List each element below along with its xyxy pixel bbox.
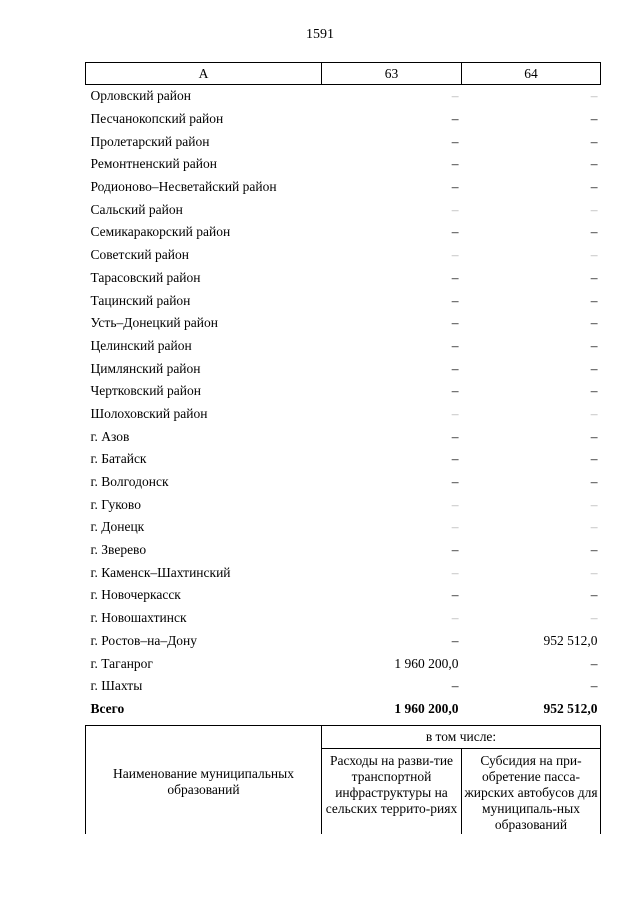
row-value-63: 1 960 200,0 bbox=[394, 655, 459, 671]
row-name: Сальский район bbox=[90, 201, 183, 217]
row-value-64: – bbox=[590, 111, 598, 127]
row-value-64: – bbox=[590, 292, 598, 308]
row-name: г. Азов bbox=[90, 428, 130, 444]
row-name: г. Каменск–Шахтинский bbox=[90, 564, 231, 580]
row-name: Орловский район bbox=[90, 88, 191, 104]
row-value-63: – bbox=[451, 405, 459, 421]
row-value-64: – bbox=[590, 360, 598, 376]
table-row bbox=[86, 584, 601, 607]
row-value-63: – bbox=[451, 383, 459, 399]
table-body bbox=[86, 85, 601, 721]
row-name: г. Волгодонск bbox=[90, 474, 169, 490]
row-value-63: – bbox=[451, 247, 459, 263]
row-value-64: – bbox=[590, 405, 598, 421]
row-name: Шолоховский район bbox=[90, 405, 208, 421]
row-value-63: – bbox=[451, 610, 459, 626]
table-row bbox=[86, 176, 601, 199]
table-row bbox=[86, 561, 601, 584]
row-value-63: – bbox=[451, 496, 459, 512]
row-name: г. Новошахтинск bbox=[90, 610, 187, 626]
row-value-63: – bbox=[451, 678, 459, 694]
row-value-63: – bbox=[451, 315, 459, 331]
row-value-63: – bbox=[451, 269, 459, 285]
table-row bbox=[86, 108, 601, 131]
row-name: Песчанокопский район bbox=[90, 111, 224, 127]
table-row bbox=[86, 539, 601, 562]
row-name: Чертковский район bbox=[90, 383, 201, 399]
row-value-64: – bbox=[590, 587, 598, 603]
row-value-63: – bbox=[451, 88, 459, 104]
header-municipality-name: Наименование муниципальных образований bbox=[86, 726, 322, 838]
row-value-63: – bbox=[451, 179, 459, 195]
row-value-63: – bbox=[451, 156, 459, 172]
row-value-64: – bbox=[590, 156, 598, 172]
row-value-64: – bbox=[590, 201, 598, 217]
table-row bbox=[86, 198, 601, 221]
row-value-64: – bbox=[590, 542, 598, 558]
row-value-64: – bbox=[590, 224, 598, 240]
total-label: Всего bbox=[90, 700, 125, 716]
budget-table bbox=[85, 62, 601, 720]
row-value-64: – bbox=[590, 269, 598, 285]
page-number: 1591 bbox=[306, 27, 334, 42]
row-value-63: – bbox=[451, 542, 459, 558]
row-name: г. Шахты bbox=[90, 678, 143, 694]
table-row bbox=[86, 448, 601, 471]
row-value-64: – bbox=[590, 179, 598, 195]
row-value-63: – bbox=[451, 519, 459, 535]
total-value-64: 952 512,0 bbox=[543, 700, 598, 716]
row-value-64: – bbox=[590, 451, 598, 467]
row-value-63: – bbox=[451, 451, 459, 467]
row-value-64: – bbox=[590, 428, 598, 444]
row-value-64: – bbox=[590, 247, 598, 263]
row-value-63: – bbox=[451, 360, 459, 376]
page-bottom-whitespace bbox=[80, 834, 610, 914]
table-row bbox=[86, 335, 601, 358]
table-row bbox=[86, 289, 601, 312]
table-row bbox=[86, 425, 601, 448]
row-value-64: – bbox=[590, 610, 598, 626]
row-name: г. Новочеркасск bbox=[90, 587, 181, 603]
table-row bbox=[86, 516, 601, 539]
row-value-63: – bbox=[451, 587, 459, 603]
table-header-row bbox=[86, 63, 601, 85]
row-name: г. Донецк bbox=[90, 519, 145, 535]
row-value-64: – bbox=[590, 519, 598, 535]
row-value-64: – bbox=[590, 315, 598, 331]
row-value-63: – bbox=[451, 201, 459, 217]
table-row bbox=[86, 244, 601, 267]
header-col-a: А bbox=[86, 63, 322, 85]
row-value-63: – bbox=[451, 337, 459, 353]
row-name: Семикаракорский район bbox=[90, 224, 231, 240]
row-value-64: 952 512,0 bbox=[543, 632, 598, 648]
row-value-63: – bbox=[451, 564, 459, 580]
row-value-64: – bbox=[590, 88, 598, 104]
table-row bbox=[86, 403, 601, 426]
header-col-63: 63 bbox=[322, 63, 462, 85]
table-row bbox=[86, 607, 601, 630]
table-row bbox=[86, 652, 601, 675]
table-row bbox=[86, 267, 601, 290]
row-value-64: – bbox=[590, 564, 598, 580]
row-value-64: – bbox=[590, 133, 598, 149]
row-name: г. Таганрог bbox=[90, 655, 153, 671]
total-value-63: 1 960 200,0 bbox=[394, 700, 459, 716]
row-name: г. Зверево bbox=[90, 542, 147, 558]
row-value-64: – bbox=[590, 337, 598, 353]
table-total-row bbox=[86, 698, 601, 721]
row-value-63: – bbox=[451, 111, 459, 127]
header-col-64: 64 bbox=[462, 63, 601, 85]
row-name: Ремонтненский район bbox=[90, 156, 217, 172]
table-row bbox=[86, 380, 601, 403]
row-value-63: – bbox=[451, 474, 459, 490]
table-row bbox=[86, 675, 601, 698]
row-name: г. Гуково bbox=[90, 496, 141, 512]
table-row bbox=[86, 221, 601, 244]
row-value-63: – bbox=[451, 632, 459, 648]
table-row bbox=[86, 85, 601, 108]
table-row bbox=[86, 312, 601, 335]
row-value-64: – bbox=[590, 383, 598, 399]
table-row bbox=[86, 471, 601, 494]
row-name: Усть–Донецкий район bbox=[90, 315, 218, 331]
row-name: Целинский район bbox=[90, 337, 192, 353]
header-including: в том числе: bbox=[322, 726, 601, 749]
table-row bbox=[86, 630, 601, 653]
row-name: г. Батайск bbox=[90, 451, 147, 467]
table-row bbox=[86, 153, 601, 176]
row-value-64: – bbox=[590, 655, 598, 671]
row-name: Пролетарский район bbox=[90, 133, 210, 149]
row-value-64: – bbox=[590, 678, 598, 694]
row-value-63: – bbox=[451, 428, 459, 444]
row-name: Цимлянский район bbox=[90, 360, 201, 376]
row-value-64: – bbox=[590, 474, 598, 490]
row-value-63: – bbox=[451, 292, 459, 308]
continuation-header-table bbox=[85, 725, 601, 838]
row-value-63: – bbox=[451, 133, 459, 149]
table-row bbox=[86, 357, 601, 380]
header-col-64-description: Субсидия на при-обретение пасса-жирских автобусов для муниципаль-ных образований bbox=[462, 749, 601, 838]
table-row bbox=[86, 493, 601, 516]
row-value-64: – bbox=[590, 496, 598, 512]
row-name: г. Ростов–на–Дону bbox=[90, 632, 198, 648]
row-name: Советский район bbox=[90, 247, 189, 263]
header-col-63-description: Расходы на разви-тие транспортной инфраструктуры на сельских террито-риях bbox=[322, 749, 462, 838]
row-name: Тарасовский район bbox=[90, 269, 201, 285]
row-value-63: – bbox=[451, 224, 459, 240]
row-name: Родионово–Несветайский район bbox=[90, 179, 277, 195]
row-name: Тацинский район bbox=[90, 292, 191, 308]
table-row bbox=[86, 130, 601, 153]
